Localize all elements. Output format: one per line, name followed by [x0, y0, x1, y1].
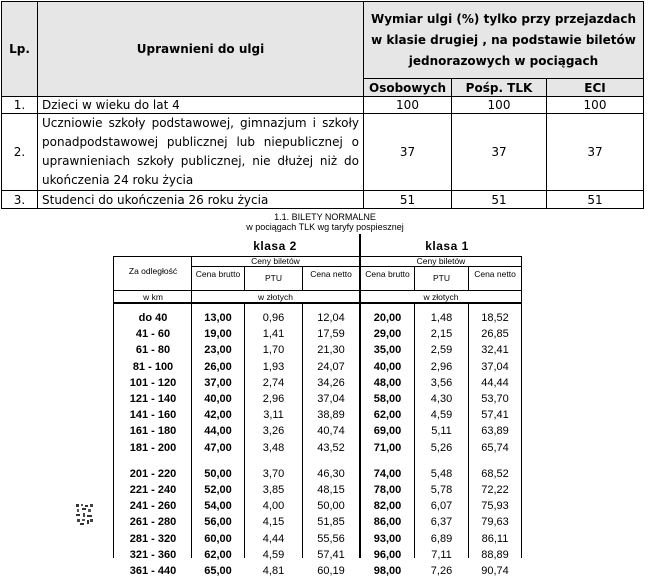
fare-cell-netto-k1: 18,52	[481, 312, 509, 324]
fare-subtitle: w pociągach TLK wg taryfy pospiesznej	[246, 222, 404, 232]
fare-cell-brutto-k1: 96,00	[373, 548, 402, 561]
fare-cell-netto-k2: 60,19	[317, 565, 345, 577]
fare-cell-ptu-k1: 3,56	[430, 376, 453, 389]
row-osobowych: 100	[364, 97, 452, 114]
fare-cell-distance: 241 - 260	[129, 500, 177, 513]
fare-cell-netto-k2: 34,26	[317, 376, 345, 389]
ptu-label: PTU	[433, 273, 450, 283]
fare-cell-ptu-k2: 1,70	[262, 344, 285, 357]
row-desc: Dzieci w wieku do lat 4	[38, 97, 364, 114]
fare-cell-distance: 61 - 80	[135, 344, 171, 357]
fare-cell-brutto-k1: 20,00	[373, 312, 402, 324]
fare-cell-brutto-k2: 26,00	[204, 360, 232, 373]
fare-cell-ptu-k2: 4,44	[262, 532, 285, 545]
fare-cell-ptu-k1: 7,11	[431, 548, 452, 561]
row-osobowych: 51	[364, 191, 452, 209]
fare-cell-ptu-k2: 4,00	[262, 500, 285, 513]
fare-cell-distance: 101 - 120	[129, 376, 177, 389]
klasa1-heading: klasa 1	[425, 239, 469, 253]
fare-cell-brutto-k2: 62,00	[204, 548, 232, 561]
header-wymiar: Wymiar ulgi (%) tylko przy przejazdach w klasie drugiej , na podstawie biletów jednorazowych w pociągach	[364, 2, 644, 79]
fare-cell-netto-k1: 57,41	[481, 409, 509, 422]
fare-cell-ptu-k2: 0,96	[262, 312, 285, 324]
fare-cell-distance: 141 - 160	[129, 409, 177, 422]
fare-cell-distance: 81 - 100	[132, 360, 174, 373]
rule	[521, 256, 522, 558]
header-lp: Lp.	[2, 2, 38, 97]
fare-cell-ptu-k2: 4,59	[262, 548, 285, 561]
fare-cell-netto-k1: 75,93	[481, 500, 509, 513]
fare-cell-netto-k1: 88,89	[481, 548, 509, 561]
fare-cell-brutto-k1: 86,00	[373, 516, 402, 529]
fare-cell-ptu-k2: 3,85	[262, 484, 285, 496]
fare-cell-netto-k1: 72,22	[481, 484, 509, 496]
fare-cell-netto-k1: 90,74	[481, 565, 509, 577]
fare-cell-netto-k1: 65,74	[481, 441, 509, 454]
cena-brutto-label: Cena brutto	[365, 269, 410, 279]
fare-cell-ptu-k1: 2,96	[430, 360, 453, 373]
fare-cell-netto-k2: 40,74	[317, 425, 345, 438]
row-posp-tlk: 51	[452, 191, 547, 209]
fare-cell-brutto-k1: 69,00	[373, 425, 402, 438]
fare-cell-distance: 201 - 220	[129, 467, 177, 480]
rule	[113, 290, 522, 291]
fare-cell-netto-k2: 55,56	[317, 532, 345, 545]
fare-cell-ptu-k2: 3,11	[263, 409, 284, 422]
fare-cell-ptu-k1: 5,78	[430, 484, 453, 496]
fare-cell-ptu-k1: 6,07	[430, 500, 453, 513]
w-zlotych-label: w złotych	[258, 292, 293, 302]
header-posp-tlk: Pośp. TLK	[452, 79, 547, 97]
fare-cell-brutto-k1: 82,00	[373, 500, 402, 513]
header-uprawnieni: Uprawnieni do ulgi	[38, 2, 364, 97]
fare-cell-brutto-k2: 60,00	[204, 532, 232, 545]
fare-cell-distance: 361 - 440	[129, 565, 177, 577]
fare-cell-netto-k2: 37,04	[317, 393, 345, 405]
fare-cell-ptu-k1: 6,89	[430, 532, 453, 545]
row-lp: 2.	[2, 114, 38, 191]
row-osobowych: 37	[364, 114, 452, 191]
fare-cell-ptu-k2: 3,48	[262, 441, 285, 454]
fare-cell-netto-k2: 46,30	[317, 467, 345, 480]
fare-cell-distance: 161 - 180	[129, 425, 177, 438]
fare-cell-ptu-k1: 4,30	[430, 393, 453, 405]
rule	[113, 256, 114, 558]
fare-cell-brutto-k1: 74,00	[373, 467, 402, 480]
row-desc: Studenci do ukończenia 26 roku życia	[38, 191, 364, 209]
fare-cell-netto-k1: 37,04	[481, 360, 509, 373]
fare-table	[113, 234, 522, 577]
fare-cell-netto-k2: 24,07	[317, 360, 345, 373]
fare-cell-netto-k1: 44,44	[481, 376, 509, 389]
fare-cell-ptu-k1: 2,15	[430, 328, 453, 341]
fare-cell-ptu-k1: 1,48	[430, 312, 453, 324]
fare-title: 1.1. BILETY NORMALNE	[274, 212, 376, 222]
row-lp: 1.	[2, 97, 38, 114]
fare-cell-ptu-k1: 7,26	[430, 565, 453, 577]
fare-cell-ptu-k2: 3,26	[262, 425, 285, 438]
qr-code-icon	[75, 503, 95, 526]
fare-cell-brutto-k2: 50,00	[204, 467, 232, 480]
fare-cell-ptu-k1: 2,59	[430, 344, 453, 357]
row-eci: 37	[547, 114, 644, 191]
fare-cell-brutto-k2: 44,00	[204, 425, 232, 438]
fare-cell-brutto-k2: 23,00	[204, 344, 232, 357]
za-odleglosc-label: Za odległość	[128, 266, 178, 276]
fare-cell-brutto-k1: 98,00	[373, 565, 402, 577]
ptu-label: PTU	[265, 273, 282, 283]
fare-cell-ptu-k2: 4,15	[262, 516, 285, 529]
fare-cell-brutto-k2: 65,00	[204, 565, 232, 577]
table-row	[2, 191, 644, 209]
row-eci: 51	[547, 191, 644, 209]
fare-cell-brutto-k1: 58,00	[373, 393, 402, 405]
fare-cell-distance: 221 - 240	[129, 484, 177, 496]
fare-cell-distance: do 40	[138, 312, 168, 324]
fare-cell-brutto-k2: 52,00	[204, 484, 232, 496]
fare-cell-brutto-k2: 37,00	[204, 376, 232, 389]
fare-cell-brutto-k2: 19,00	[204, 328, 232, 341]
fare-cell-ptu-k2: 2,74	[262, 376, 285, 389]
fare-cell-netto-k2: 12,04	[317, 312, 345, 324]
fare-cell-netto-k1: 63,89	[481, 425, 509, 438]
ulgi-table	[1, 1, 644, 209]
fare-title-block	[0, 212, 650, 232]
row-lp: 3.	[2, 191, 38, 209]
fare-cell-ptu-k2: 3,70	[262, 467, 285, 480]
fare-cell-ptu-k2: 2,96	[262, 393, 285, 405]
fare-cell-distance: 181 - 200	[129, 441, 177, 454]
fare-cell-ptu-k1: 5,11	[431, 425, 452, 438]
fare-cell-brutto-k1: 29,00	[373, 328, 402, 341]
cena-brutto-label: Cena brutto	[195, 269, 241, 279]
fare-cell-netto-k1: 53,70	[481, 393, 509, 405]
fare-cell-netto-k1: 79,63	[481, 516, 509, 529]
fare-cell-netto-k2: 17,59	[317, 328, 345, 341]
fare-cell-netto-k2: 50,00	[317, 500, 345, 513]
rule	[113, 302, 522, 304]
cena-netto-label: Cena netto	[310, 269, 352, 279]
fare-cell-ptu-k1: 6,37	[430, 516, 453, 529]
fare-cell-distance: 321 - 360	[129, 548, 177, 561]
fare-cell-ptu-k1: 5,26	[430, 441, 453, 454]
fare-cell-brutto-k2: 13,00	[204, 312, 232, 324]
w-km-label: w km	[143, 292, 163, 302]
fare-cell-brutto-k1: 93,00	[373, 532, 402, 545]
fare-cell-netto-k2: 38,89	[317, 409, 345, 422]
row-desc: Uczniowie szkoły podstawowej, gimnazjum i szkoły ponadpodstawowej publicznej lub niepublicznej o uprawnieniach szkoły publicznej, nie dłużej niż do ukończenia 24 roku życia	[38, 114, 364, 191]
fare-cell-brutto-k1: 35,00	[373, 344, 402, 357]
fare-cell-distance: 41 - 60	[135, 328, 171, 341]
row-eci: 100	[547, 97, 644, 114]
fare-cell-netto-k2: 57,41	[317, 548, 345, 561]
header-osobowych: Osobowych	[364, 79, 452, 97]
fare-cell-brutto-k2: 56,00	[204, 516, 232, 529]
fare-cell-netto-k2: 48,15	[317, 484, 345, 496]
w-zlotych-label: w złotych	[423, 292, 459, 302]
fare-cell-ptu-k1: 5,48	[430, 467, 453, 480]
klasa2-heading: klasa 2	[253, 239, 297, 253]
fare-cell-ptu-k2: 4,81	[262, 565, 285, 577]
fare-cell-netto-k2: 43,52	[317, 441, 345, 454]
fare-cell-brutto-k1: 48,00	[373, 376, 402, 389]
fare-cell-brutto-k2: 47,00	[204, 441, 232, 454]
rule	[191, 266, 522, 267]
fare-cell-brutto-k1: 40,00	[373, 360, 402, 373]
fare-cell-netto-k1: 32,41	[481, 344, 509, 357]
fare-cell-distance: 121 - 140	[129, 393, 177, 405]
fare-cell-ptu-k2: 1,93	[262, 360, 285, 373]
fare-cell-netto-k2: 21,30	[317, 344, 345, 357]
table-row	[2, 97, 644, 114]
fare-cell-brutto-k2: 54,00	[204, 500, 232, 513]
fare-cell-ptu-k1: 4,59	[430, 409, 453, 422]
fare-cell-brutto-k1: 78,00	[373, 484, 402, 496]
fare-cell-brutto-k1: 62,00	[373, 409, 402, 422]
cena-netto-label: Cena netto	[474, 269, 516, 279]
fare-cell-netto-k1: 68,52	[481, 467, 509, 480]
fare-cell-ptu-k2: 1,41	[262, 328, 285, 341]
row-posp-tlk: 37	[452, 114, 547, 191]
fare-cell-brutto-k1: 71,00	[373, 441, 402, 454]
fare-cell-netto-k1: 26,85	[481, 328, 509, 341]
fare-cell-netto-k2: 51,85	[317, 516, 345, 529]
fare-cell-distance: 281 - 320	[129, 532, 177, 545]
fare-cell-netto-k1: 86,11	[481, 532, 509, 545]
fare-cell-distance: 261 - 280	[129, 516, 177, 529]
header-eci: ECI	[547, 79, 644, 97]
fare-cell-brutto-k2: 42,00	[204, 409, 232, 422]
ceny-biletow-label: Ceny biletów	[251, 256, 300, 266]
ceny-biletow-label: Ceny biletów	[416, 256, 466, 266]
table-row	[2, 114, 644, 191]
fare-cell-brutto-k2: 40,00	[204, 393, 232, 405]
row-posp-tlk: 100	[452, 97, 547, 114]
